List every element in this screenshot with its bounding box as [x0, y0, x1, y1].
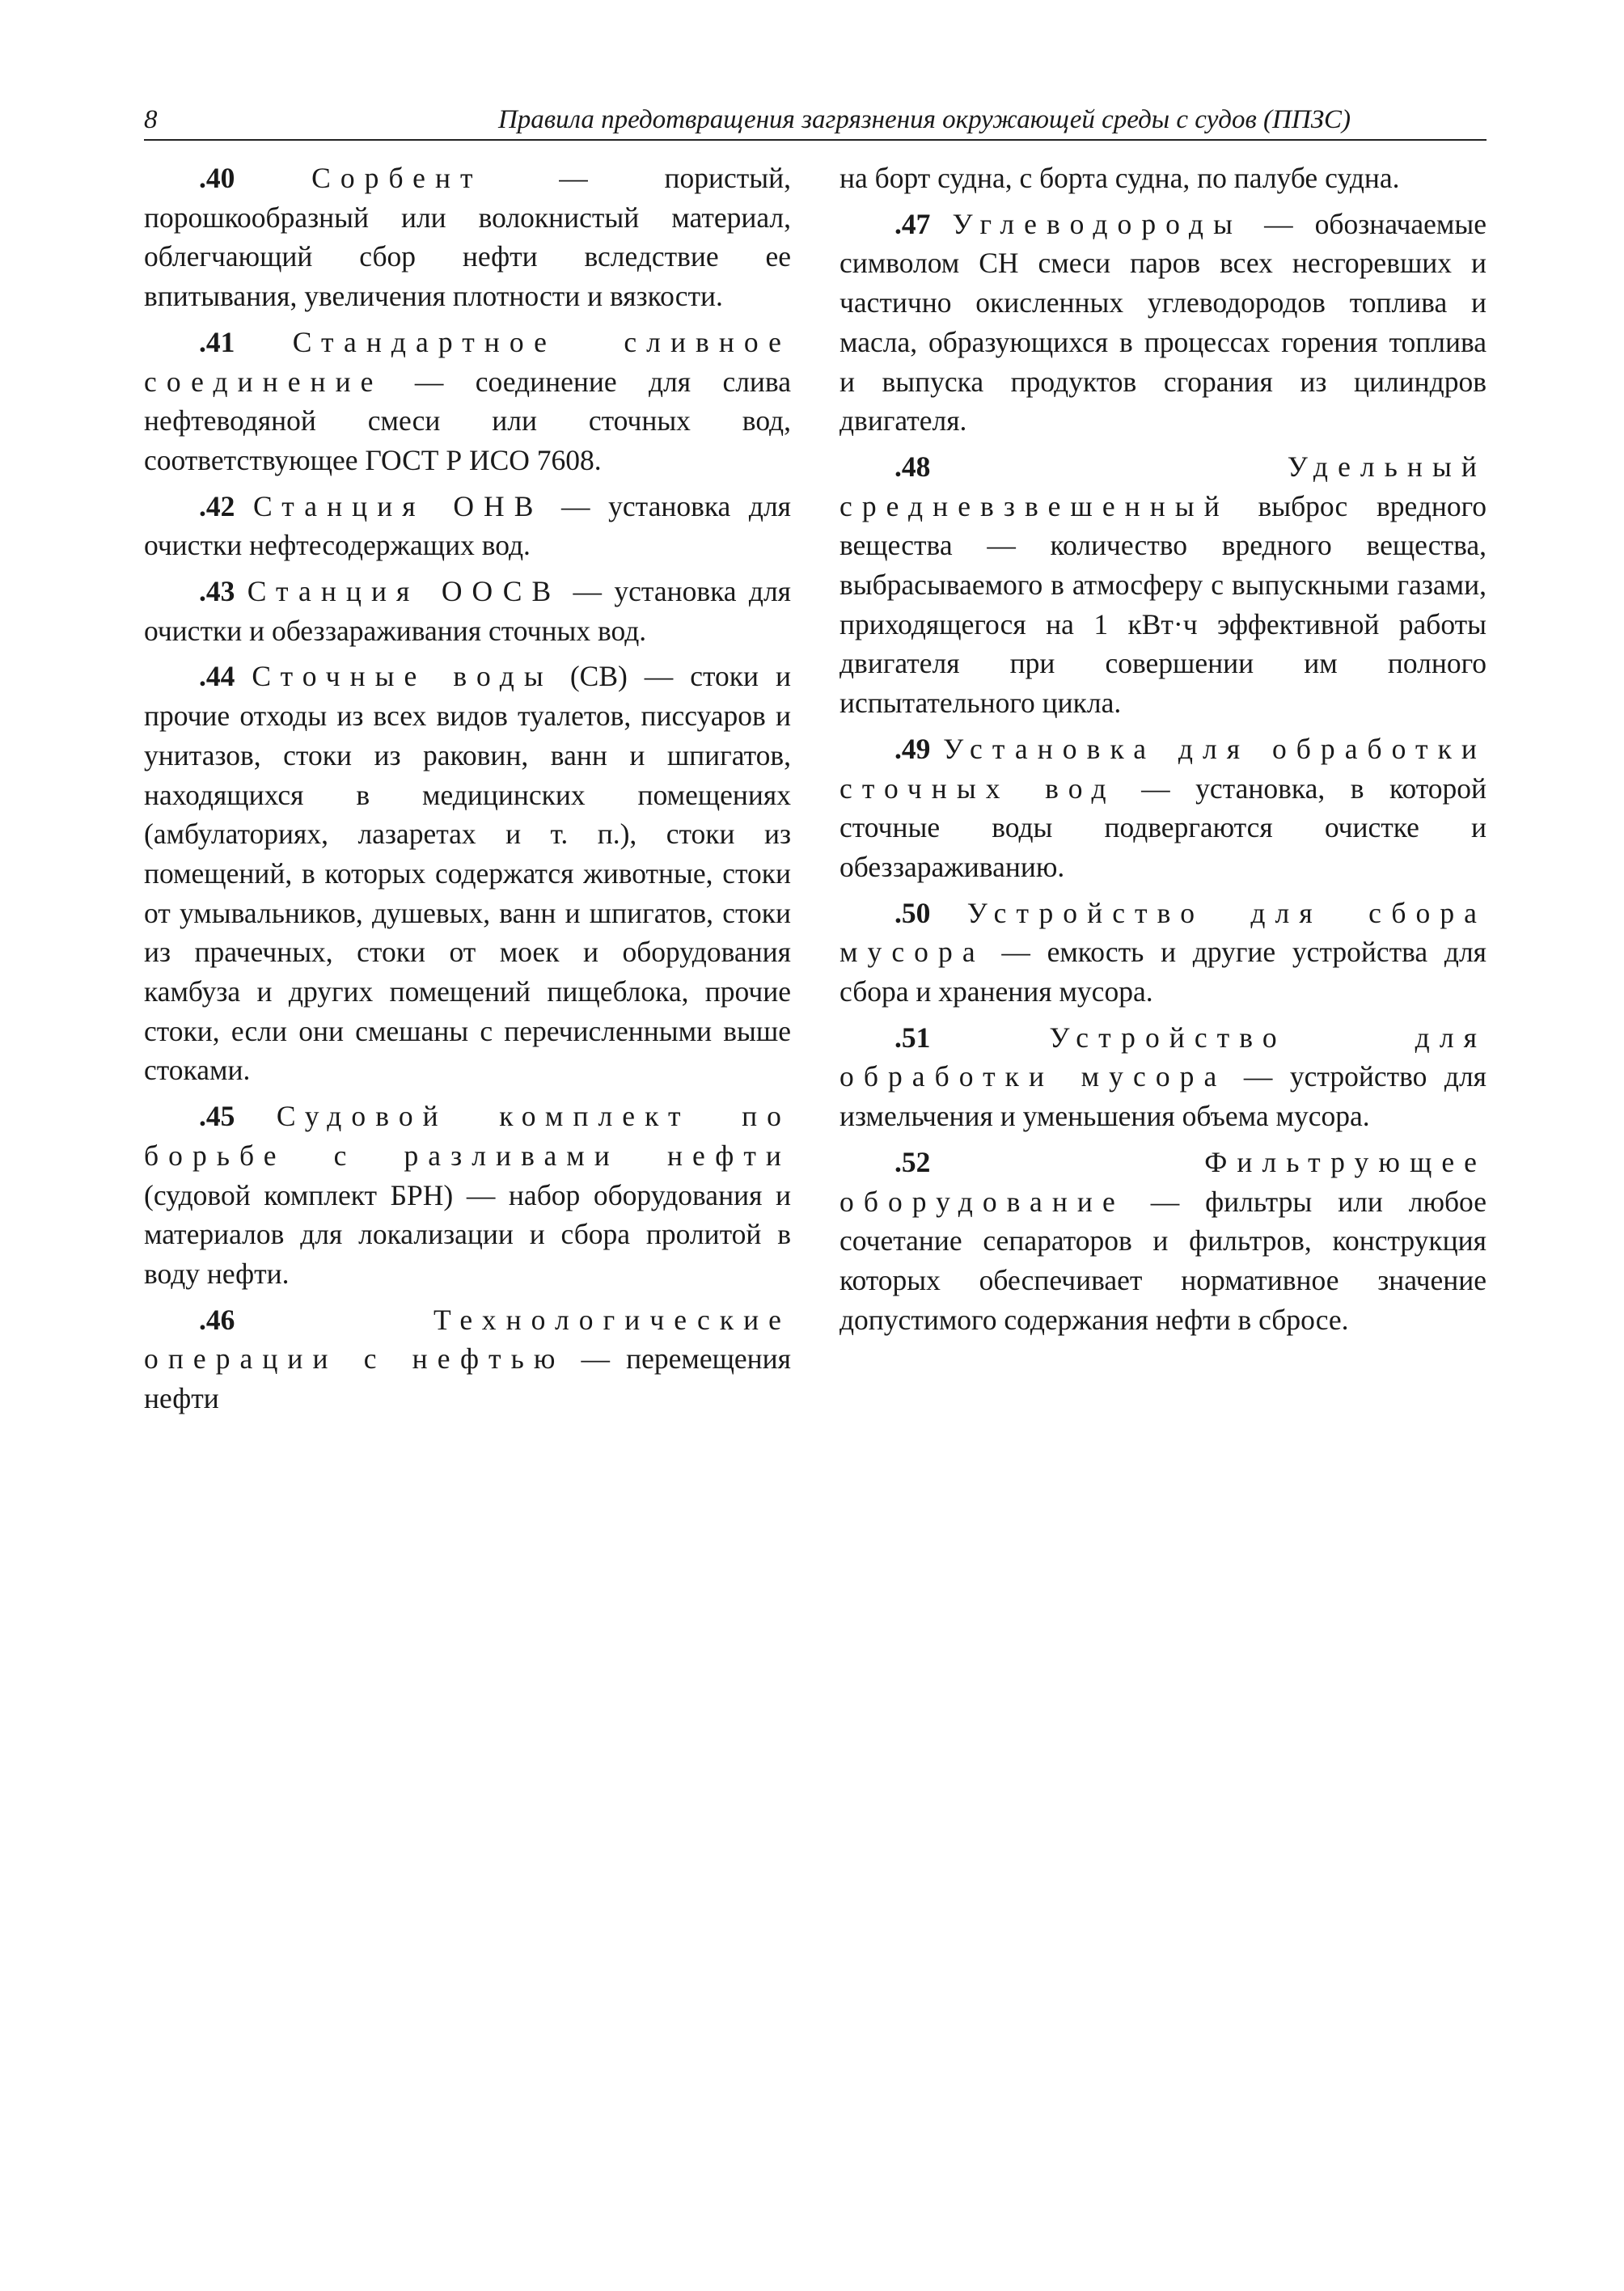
entry-text: — фильтры или любое сочетание сепараторов и фильтров, конструкция которых обеспечивает нормативное значение допустимого содержания нефти в сбросе.	[839, 1185, 1487, 1336]
entry-text: — установка для очистки нефтесодержащих вод.	[144, 489, 791, 562]
entry-number: .46	[199, 1303, 235, 1336]
entry-number: .52	[894, 1145, 931, 1178]
entry-text: — обозначаемые символом СН смеси паров всех несгоревших и частично окисленных углеводородов топлива и масла, образующихся в процессах горения топлива и выпуска продуктов сгорания из цилиндров двигателя.	[839, 207, 1487, 437]
entry-text: — соединение для слива нефтеводяной смеси или сточных вод, соответствующее ГОСТ Р ИСО 7608.	[144, 365, 791, 476]
definition-entry-49	[839, 729, 1487, 887]
definition-entry-47	[839, 205, 1487, 441]
entry-text: — установка, в которой сточные воды подвергаются очистке и обеззараживанию.	[839, 771, 1487, 883]
running-header-title: Правила предотвращения загрязнения окружающей среды с судов (ППЗС)	[497, 105, 1351, 134]
entry-term: Устройство для сбора мусора	[839, 896, 1487, 969]
definition-entry-42	[144, 487, 791, 565]
entry-number: .42	[199, 489, 235, 522]
page-number: 8	[144, 105, 158, 134]
definition-entry-52	[839, 1143, 1487, 1340]
entry-term: Технологические операции с нефтью	[144, 1303, 791, 1376]
entry-number: .41	[199, 325, 235, 358]
definition-entry-48	[839, 447, 1487, 723]
definition-entry-51	[839, 1018, 1487, 1136]
entry-number: .47	[894, 207, 931, 240]
definition-entry-41	[144, 323, 791, 480]
entry-term: Сорбент	[311, 162, 483, 194]
entry-text: — установка для очистки и обеззараживания сточных вод.	[144, 575, 792, 647]
entry-text: — пористый, порошкообразный или волокнистый материал, облегчающий сбор нефти вследствие ее впитывания, увеличения плотности и вязкости.	[144, 162, 791, 313]
entry-term: Станция ООСВ	[247, 575, 561, 608]
definition-entry-43	[144, 572, 791, 650]
entry-number: .48	[894, 450, 931, 483]
entry-number: .50	[894, 896, 931, 929]
definition-entry-45	[144, 1097, 791, 1294]
entry-term: Стандартное сливное соединение	[144, 325, 791, 398]
right-column	[839, 159, 1487, 1425]
definition-entry-46	[144, 1300, 791, 1418]
document-page	[144, 104, 1487, 1425]
entry-term: Сточные воды	[252, 660, 553, 693]
entry-text: — устройство для измельчения и уменьшения объема мусора.	[839, 1060, 1487, 1133]
text-columns	[144, 159, 1487, 1425]
entry-number: .43	[199, 575, 235, 608]
entry-text: выброс вредного вещества — количество вредного вещества, выбрасываемого в атмосферу с выпускными газами, приходящегося на 1 кВт·ч эффективной работы двигателя при совершении им полного испытательного цикла.	[839, 489, 1487, 720]
entry-term: Углеводороды	[952, 207, 1242, 240]
entry-number: .51	[894, 1021, 931, 1054]
definition-entry-50	[839, 894, 1487, 1012]
entry-text: — емкость и другие устройства для сбора и хранения мусора.	[839, 936, 1487, 1008]
entry-number: .40	[199, 162, 235, 194]
entry-number: .44	[199, 660, 235, 693]
entry-term: Установка для обработки сточных вод	[839, 732, 1487, 805]
entry-text: (судовой комплект БРН) — набор оборудования и материалов для локализации и сбора пролитой в воду нефти.	[144, 1178, 791, 1290]
definition-entry-40	[144, 159, 791, 316]
left-column	[144, 159, 791, 1425]
definition-continuation: на борт судна, с борта судна, по палубе судна.	[839, 162, 1400, 194]
entry-text: — перемещения нефти	[144, 1342, 791, 1415]
entry-term: Устройство для обработки мусора	[839, 1021, 1487, 1093]
entry-term: Фильтрующее оборудование	[839, 1145, 1487, 1218]
definition-entry-44	[144, 657, 791, 1090]
entry-text: (СВ) — стоки и прочие отходы из всех видов туалетов, писсуаров и унитазов, стоки из раковин, ванн и шпигатов, находящихся в медицинских помещениях (амбулаториях, лазаретах и т. п.), стоки из помещений, в которых содержатся животные, стоки от умывальников, душевых, ванн и шпигатов, стоки из прачечных, стоки от моек и оборудования камбуза и других помещений пищеблока, прочие стоки, если они смешаны с перечисленными выше стоками.	[144, 660, 791, 1087]
running-header	[144, 104, 1487, 141]
entry-term: Станция ОНВ	[252, 489, 543, 522]
entry-term: Судовой комплект по борьбе с разливами нефти	[144, 1100, 791, 1172]
entry-term: Удельный средневзвешенный	[839, 450, 1487, 522]
entry-number: .49	[894, 732, 931, 765]
entry-number: .45	[199, 1100, 235, 1133]
